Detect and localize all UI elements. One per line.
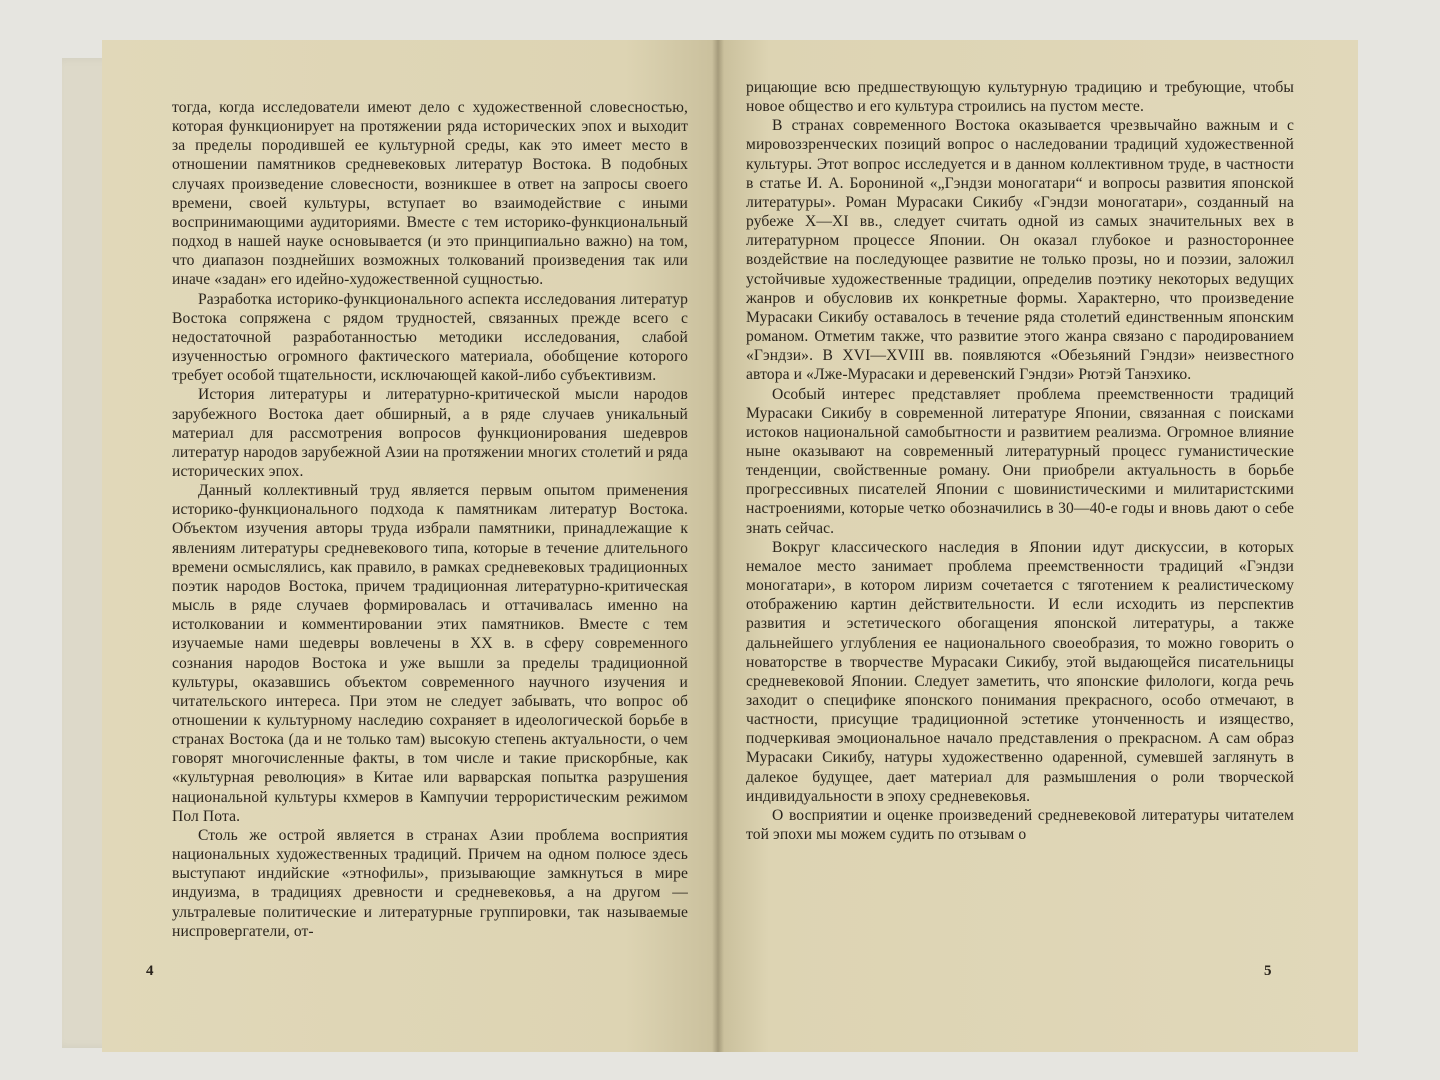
- paragraph: рицающие всю предшествующую культурную традицию и требующие, чтобы новое общество и его культура строились на пустом месте.: [746, 79, 1294, 116]
- paragraph: Разработка историко-функционального аспекта исследования литератур Востока сопряжена с рядом трудностей, связанных прежде всего с недостаточной разработанностью методики исследования, слабой изученностью огромного фактического материала, обобщение которого требует особой тщательности, исключающей какой-либо субъективизм.: [172, 290, 688, 385]
- book-spine: [712, 40, 724, 1052]
- left-page: [102, 40, 718, 1052]
- paragraph: Данный коллективный труд является первым опытом применения историко-функционального подхода к памятникам литератур Востока. Объектом изучения авторы труда избрали памятники, принадлежащие к явлениям литературы средневекового типа, которые в течение длительного времени осмыслялись, как правило, в рамках средневековых традиционных поэтик народов Востока, причем традиционная литературно-критическая мысль в ряде случаев формировалась и оттачивалась именно на истолковании и комментировании этих памятников. Вместе с тем изучаемые нами шедевры вовлечены в XX в. в сферу современного сознания народов Востока и уже вышли за пределы традиционной культуры, оказавшись объектом современного научного изучения и читательского интереса. При этом не следует забывать, что вопрос об отношении к культурному наследию сохраняет в идеологической борьбе в странах Востока (да и не только там) высокую степень актуальности, о чем говорят многочисленные факты, в том числе и такие прискорбные, как «культурная революция» в Китае или варварская попытка разрушения национальной культуры кхмеров в Кампучии террористическим режимом Пол Пота.: [172, 482, 688, 825]
- left-page-text: [172, 98, 688, 941]
- paragraph: История литературы и литературно-критической мысли народов зарубежного Востока дает обширный, а в ряде случаев уникальный материал для рассмотрения вопросов функционирования шедевров литератур народов зарубежной Азии на протяжении многих столетий и ряда исторических эпох.: [172, 386, 688, 480]
- paragraph: О восприятии и оценке произведений средневековой литературы читателем той эпохи мы можем судить по отзывам о: [746, 806, 1294, 844]
- page-number: 5: [1264, 963, 1272, 979]
- paragraph: Особый интерес представляет проблема преемственности традиций Мурасаки Сикибу в современной литературе Японии, связанная с поисками истоков национальной самобытности и развитием реализма. Огромное влияние ныне оказывают на современный литературный процесс гуманистические тенденции, свойственные роману. Они приобрели актуальность в борьбе прогрессивных писателей Японии с шовинистическими и милитаристскими настроениями, которые четко обозначились в 30—40-е годы и вновь дают о себе знать сейчас.: [746, 385, 1294, 537]
- paragraph: Столь же острой является в странах Азии проблема восприятия национальных художественных традиций. Причем на одном полюсе здесь выступают индийские «этнофилы», призывающие замкнуться в мире индуизма, в традициях древности и средневековья, а на другом — ультралевые политические и литературные группировки, так называемые ниспровергатели, от-: [172, 826, 688, 940]
- paragraph: Вокруг классического наследия в Японии идут дискуссии, в которых немалое место занимает проблема преемственности традиций «Гэндзи моногатари», в котором лиризм сочетается с тяготением к реалистическому отображению картин действительности. И если исходить из перспектив развития и эстетического обогащения японской литературы, а также дальнейшего углубления ее национального своеобразия, то можно говорить о новаторстве в творчестве Мурасаки Сикибу, этой выдающейся писательницы средневековой Японии. Следует заметить, что японские филологи, когда речь заходит о специфике японского понимания прекрасного, особо отмечают, в частности, присущие традиционной эстетике утонченность и изящество, подчеркивая эмоциональное начало представления о прекрасном. А сам образ Мурасаки Сикибу, натуры художественно одаренной, сумевшей заглянуть в далекое будущее, дает материал для размышления о роли творческой индивидуальности в эпоху средневековья.: [746, 538, 1294, 805]
- right-page-text: [746, 78, 1294, 844]
- right-page: [718, 40, 1358, 1052]
- paragraph: тогда, когда исследователи имеют дело с художественной словесностью, которая функционирует на протяжении ряда исторических эпох и выходит за пределы породившей ее культурной среды, как это имеет место в отношении памятников средневековых литератур Востока. В подобных случаях произведение словесности, возникшее в ответ на запросы своего времени, своей культуры, вступает во взаимодействие с иными воспринимающими аудиториями. Вместе с тем историко-функциональный подход в нашей науке основывается (и это принципиально важно) на том, что диапазон позднейших возможных толкований произведения так или иначе «задан» его идейно-художественной сущностью.: [172, 99, 688, 289]
- paragraph: В странах современного Востока оказывается чрезвычайно важным и с мировоззренческих позиций вопрос о наследовании традиций художественной культуры. Этот вопрос исследуется и в данном коллективном труде, в частности в статье И. А. Борониной «„Гэндзи моногатари“ и вопросы развития японской литературы». Роман Мурасаки Сикибу «Гэндзи моногатари», созданный на рубеже X—XI вв., следует считать одной из самых значительных вех в литературном процессе Японии. Он оказал глубокое и разностороннее воздействие на последующее развитие не только прозы, но и поэзии, заложил устойчивые художественные традиции, определив поэтику некоторых ведущих жанров и обусловив их конкретные формы. Характерно, что произведение Мурасаки Сикибу оставалось в течение ряда столетий единственным японским романом. Отметим также, что развитие этого жанра связано с пародированием «Гэндзи». В XVI—XVIII вв. появляются «Обезьяний Гэндзи» неизвестного автора и «Лже-Мурасаки и деревенский Гэндзи» Рютэй Танэхико.: [746, 117, 1294, 384]
- page-number: 4: [146, 963, 154, 979]
